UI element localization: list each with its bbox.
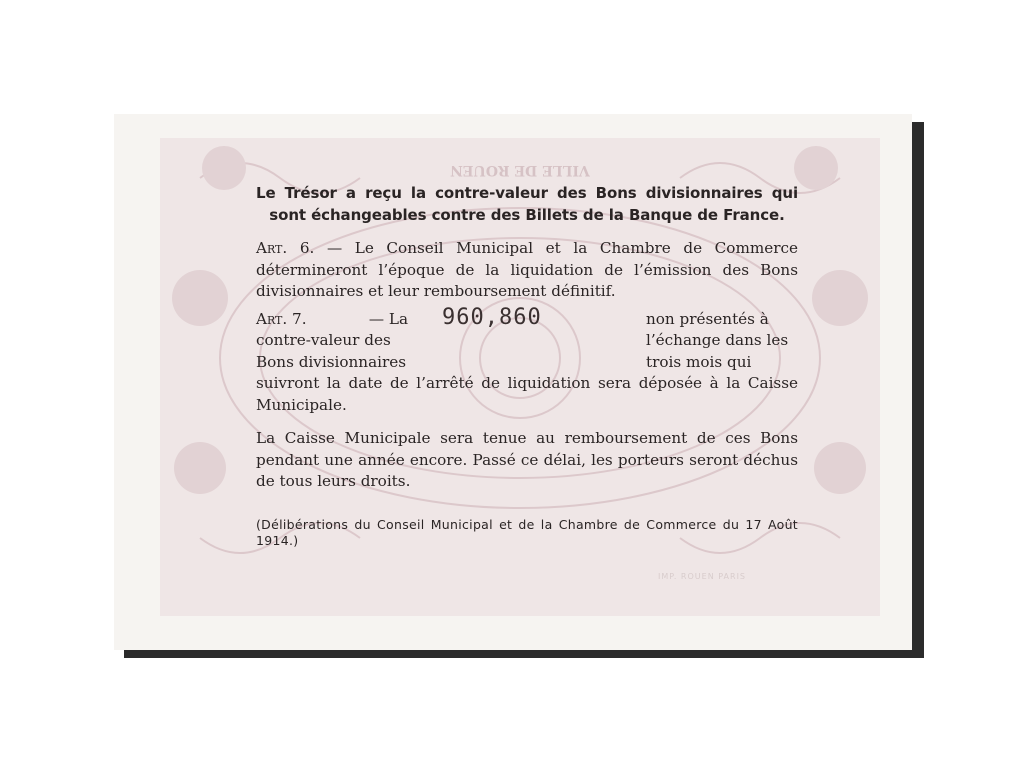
article-7-right	[646, 309, 798, 374]
caisse-paragraph: La Caisse Municipale sera tenue au remboursement de ces Bons pendant une année encore. Passé ce délai, les porteurs seront déchus de tous leurs droits.	[256, 429, 798, 490]
watermark-text: VILLE DE ROUEN	[450, 162, 590, 178]
article-6-label: Art. 6.	[256, 239, 315, 257]
article-6-text: — Le Conseil Municipal et la Chambre de Commerce détermineront l’époque de la liquidation de l’émission des Bons divisionnaires et leur remboursement définitif.	[256, 239, 798, 300]
article-6	[256, 238, 798, 303]
article-7-right-line-3: trois mois qui	[646, 352, 752, 371]
article-7-label-rest: — La	[368, 309, 408, 328]
article-7-right-line-2: l’échange dans les	[646, 331, 789, 349]
printer-imprint: IMP. ROUEN PARIS	[658, 572, 746, 581]
article-7-left-line-2: contre-valeur des	[256, 331, 391, 349]
serial-number: 960,860	[442, 304, 542, 330]
article-7-left-line-3: Bons divisionnaires	[256, 352, 407, 371]
deliberations-note: (Délibérations du Conseil Municipal et de la Chambre de Commerce du 17 Août 1914.)	[256, 516, 798, 548]
article-7-left	[256, 309, 408, 374]
article-7-continuation: suivront la date de l’arrêté de liquidation sera déposée à la Caisse Municipale.	[256, 374, 798, 414]
banknote-reverse	[160, 138, 880, 616]
treasury-statement: Le Trésor a reçu la contre-valeur des Bons divisionnaires qui sont échangeables contre des Billets de la Banque de France.	[256, 184, 798, 224]
note-text	[256, 182, 798, 561]
article-7-label: Art. 7.	[256, 309, 307, 328]
article-7	[256, 304, 798, 417]
article-7-right-line-1: non présentés à	[646, 309, 769, 328]
